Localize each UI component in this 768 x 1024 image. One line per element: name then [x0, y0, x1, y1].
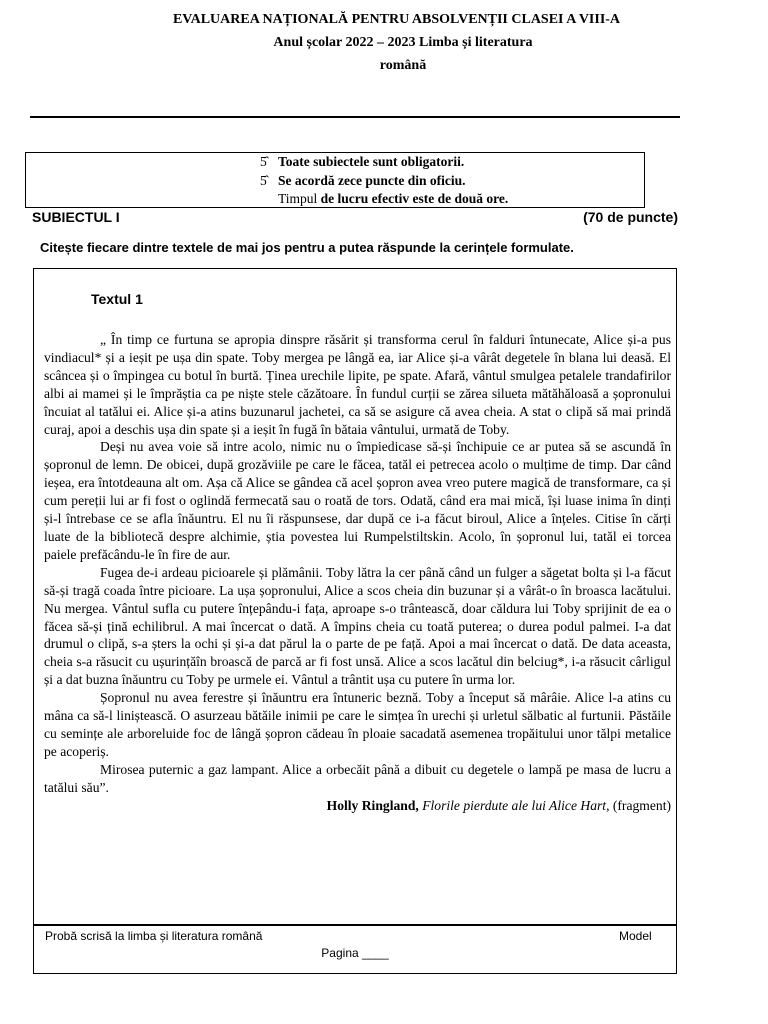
text1-paragraph: „ În timp ce furtuna se apropia dinspre răsărit și transforma cerul în falduri întunecate, Alice și-a pus vindiacul* și a ieșit pe ușa din spate. Toby mergea pe lângă ea, iar Alice și-a vârât degetele în blana lui deasă. El scâncea și o împingea cu botul în burtă. Ținea urechile lipite, pe spate. Afară, vântul smulgea petalele trandafirilor albi ai mamei și le împrăștia ca pe niște stele căzătoare. În fundul curții se zărea silueta mătăhăloasă a șopronului încuiat al tatălui ei. Alice și-a atins buzunarul jachetei, ca să se asigure că avea cheia. A stat o clipă să mai prindă curaj, apoi a deschis ușa din spate și a ieșit în fugă în bătaia vântului, urmată de Toby. [44, 332, 671, 437]
text1-body [44, 331, 671, 814]
source-author: Holly Ringland, [326, 797, 419, 813]
note-mandatory [260, 153, 464, 171]
text1-title: Textul 1 [91, 291, 143, 307]
text1-box [33, 268, 677, 974]
note-points-text: Se acordă zece puncte din oficiu. [278, 173, 466, 188]
text1-paragraph: Fugea de-i ardeau picioarele și plămânii. Toby lătra la cer până când un fulger a săgetat bolta și l-a făcut să-și tragă coada între picioare. La ușa șopronului, Alice a scos cheia din buzunar și a vârât-o în broasca lacătului. Nu mergea. Vântul sufla cu putere înțepându-i fața, aproape s-o trântească, doar căldura lui Toby sprijinit de ea o făcea să-și țină echilibrul. A mai încercat o dată. A împins cheia cu toată puterea; o durea podul palmei. I-a dat drumul o clipă, s-a șters la ochi și și-a dat părul la o parte de pe față. Apoi a mai încercat o dată. De data aceasta, cheia s-a răsucit cu ușurințăîn broască de parcă ar fi fost unsă. Alice a scos lacătul din belciug*, i-a răsucit cârligul și a dat buzna înăuntru cu Toby pe urmele ei. Vântul a trântit ușa cu putere în urma lor. [44, 564, 671, 688]
note-mandatory-text: Toate subiectele sunt obligatorii. [278, 154, 465, 169]
source-title: Florile pierdute ale lui Alice Hart [422, 797, 607, 813]
header-subject: română [379, 58, 427, 73]
bullet-icon: 5̂ [260, 173, 267, 188]
section-points: (70 de puncte) [583, 209, 678, 225]
section-title: SUBIECTUL I [32, 209, 120, 225]
footer-exam-name: Probă scrisă la limba și literatura română [45, 929, 263, 943]
note-time-text-a: Timpul [278, 191, 318, 206]
text1-paragraph: Mirosea puternic a gaz lampant. Alice a orbecăit până a dibuit cu degetele o lampă pe masa de lucru a tatălui său”. [44, 761, 671, 795]
footer-page-number: Pagina ____ [321, 946, 389, 960]
footer-model: Model [619, 929, 652, 943]
header-school-year: Anul școlar 2022 – 2023 Limba și literatura [273, 35, 533, 50]
source-suffix: , (fragment) [606, 797, 671, 813]
note-points [260, 172, 465, 190]
bullet-icon: 5̂ [260, 154, 267, 169]
instruction-text: Citește fiecare dintre textele de mai jos pentru a putea răspunde la cerințele formulate. [40, 240, 574, 255]
note-time-text-b: de lucru efectiv este de două ore. [317, 191, 509, 206]
instructions-box [25, 152, 645, 208]
header-divider [30, 116, 680, 118]
footer-divider [33, 924, 677, 926]
header-title: EVALUAREA NAȚIONALĂ PENTRU ABSOLVENȚII CLASEI A VIII-A [172, 12, 621, 27]
text1-source [44, 797, 671, 815]
note-time [278, 190, 508, 208]
text1-paragraph: Șopronul nu avea ferestre și înăuntru era întuneric beznă. Toby a început să mârâie. Alice l-a atins cu mâna ca să-l liniștească. O asurzeau bătăile inimii pe care le simțea în urechi și urletul sălbatic al furtunii. Păstăile cu semințe ale arboreluide foc de lângă șopron cădeau în ploaie sacadată asemenea tropăitului unor tălpi metalice pe acoperiș. [44, 690, 671, 759]
text1-paragraph: Deși nu avea voie să intre acolo, nimic nu o împiedicase să-și închipuie ce ar putea să se ascundă în șopronul de lemn. De obicei, după grozăviile pe care le făcea, tatăl ei petrecea acolo o mulțime de timp. Dar când ieșea, era întotdeauna alt om. Așa că Alice se gândea că acel șopron avea vreo putere magică de transformare, ca și cum pereții lui ar fi fost o oglindă fermecată sau o roată de tors. Odată, când era mai mică, își luase inima în dinți și-l întrebase ce se afla înăuntru. El nu îi răspunsese, dar după ce i-a făcut biroul, Alice a înțeles. Citise în cărți luate de la bibliotecă despre alchimie, știa povestea lui Rumpelstiltskin. Acolo, în șopronul lui, tatăl ei torcea paiele prefăcându-le în fire de aur. [44, 439, 671, 562]
